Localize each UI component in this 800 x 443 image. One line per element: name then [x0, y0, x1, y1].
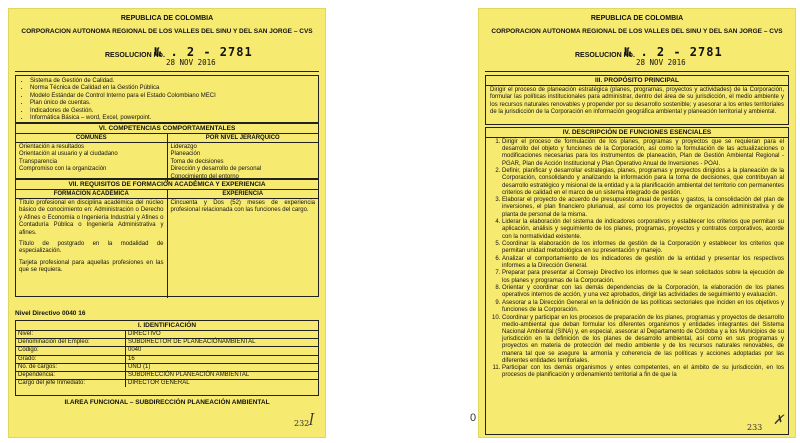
row-value: DIRECTOR GENERAL: [128, 380, 190, 387]
list-item: Compromiso con la organización: [19, 166, 107, 173]
comunes-header: COMUNES: [16, 134, 167, 143]
list-item: 11. Participar con los demás organismos y entes competentes, en el ámbito de su jurisdicción, en los procesos de planificación y ordenamiento territorial a fin de que la: [502, 365, 784, 379]
list-item: Toma de decisiones: [170, 158, 224, 165]
proposito-box: [485, 75, 789, 125]
row-key: Código:: [16, 347, 126, 354]
document-page-left: [8, 8, 326, 438]
list-item: Conocimiento del entorno: [170, 173, 239, 180]
country-heading: REPUBLICA DE COLOMBIA: [590, 15, 684, 22]
knowledge-list-box: [15, 75, 319, 123]
table-row: [16, 338, 318, 346]
list-item: 3. Elaborar el proyecto de acuerdo de presupuesto anual de rentas y gastos, la consolidación del plan de inversiones, el plan financiero plurianual, así como los proyectos de organización administrativa y de planta de personal de la misma.: [502, 197, 784, 219]
table-row: [16, 355, 318, 363]
resolution-label: RESOLUCION No.: [105, 52, 165, 59]
comunes-column: [16, 134, 167, 182]
formacion-text: Tarjeta profesional para aquellas profesiones en las que se requiera.: [19, 259, 164, 274]
requisitos-table: [15, 179, 319, 297]
organization-heading: CORPORACION AUTONOMA REGIONAL DE LOS VALLES DEL SINU Y DEL SAN JORGE – CVS: [491, 28, 783, 35]
list-item: Transparencia: [19, 158, 58, 165]
proposito-title: III. PROPÓSITO PRINCIPAL: [486, 76, 788, 86]
table-row: [16, 363, 318, 371]
list-item: • Modelo Estándar de Control Interno para el Estado Colombiano MECI: [30, 93, 318, 100]
list-item: 7. Preparar para presentar al Consejo Directivo los informes que le sean solicitados sobre la ejecución de los planes y programas de la Corporación.: [502, 270, 784, 284]
identificacion-table: [15, 320, 319, 396]
table-row: [16, 379, 318, 387]
formacion-header: FORMACIÓN ACADÉMICA: [16, 190, 167, 199]
row-value: DIRECTIVO: [128, 331, 161, 337]
resolution-date-stamp: 28 NOV 2016: [636, 58, 686, 67]
list-item: 8. Orientar y coordinar con las demás dependencias de la Corporación, la elaboración de los planes operativos internos de acción, y una vez aprobados, dirigir las actividades de seguimiento y evaluación.: [502, 285, 784, 299]
list-item: Planeación: [170, 151, 201, 158]
competencias-title: VI. COMPETENCIAS COMPORTAMENTALES: [16, 124, 318, 134]
list-item: 4. Liderar la elaboración del sistema de indicadores corporativos y establecer los criterios que permitan su aplicación, análisis y seguimiento de los planes, programas, proyectos y contratos corporativos, acorde con la normatividad existente.: [502, 219, 784, 241]
page-number-mark: 233: [747, 423, 763, 432]
identificacion-title: I. IDENTIFICACIÓN: [16, 321, 318, 331]
resolution-number-stamp: № . 2 - 2781: [154, 45, 253, 59]
header-divider: [15, 71, 319, 72]
resolution-date-stamp: 28 NOV 2016: [166, 58, 216, 67]
identificacion-rows: [16, 331, 318, 387]
experiencia-column: [167, 190, 319, 298]
nivel-jerarquico-header: POR NIVEL JERÁRQUICO: [168, 134, 319, 143]
funciones-list: [486, 138, 788, 381]
initial-signature: ✗: [773, 413, 784, 428]
header-divider: [485, 71, 789, 72]
row-value: SUBDIRECCIÓN PLANEACIÓN AMBIENTAL: [128, 372, 250, 379]
competencias-table: [15, 123, 319, 179]
row-key: No. de cargos:: [16, 364, 126, 371]
table-row: [16, 331, 318, 338]
row-key: Dependencia:: [16, 372, 126, 379]
gutter-mark: 0: [470, 412, 477, 424]
list-item: • Indicadores de Gestión.: [30, 108, 318, 115]
list-item: • Plan único de cuentas.: [30, 100, 318, 107]
nivel-jerarquico-column: [167, 134, 319, 182]
nivel-directivo-label: Nivel Directivo 0040 16: [15, 310, 86, 317]
row-key: Nivel:: [16, 331, 126, 338]
list-item: • Informática Básica – word, Excel, powerpoint.: [30, 115, 318, 122]
row-key: Cargo del jefe Inmediato:: [16, 380, 126, 387]
document-page-right: [478, 8, 796, 438]
funciones-box: [485, 127, 789, 435]
list-item: • Norma Técnica de Calidad en la Gestión Pública: [30, 85, 318, 92]
resolution-label: RESOLUCION No.: [575, 52, 635, 59]
list-item: Orientación a resultados: [19, 144, 85, 150]
resolution-number-stamp: № . 2 - 2781: [624, 45, 723, 59]
row-value: UNO (1): [128, 363, 151, 370]
formacion-text: Título de postgrado en la modalidad de especialización.: [19, 241, 164, 255]
row-key: Grado:: [16, 356, 126, 363]
list-item: Orientación al usuario y al ciudadano: [19, 151, 118, 158]
list-item: 10. Coordinar y participar en los procesos de preparación de los planes, programas y proyectos de desarrollo medio-ambiental que deban formular los diferentes organismos y entidades integrantes del Sistema Nacional Ambiental (SINA) y, en especial, asesorar al Departamento de Córdoba y a los Municipios de su jurisdicción en la definición de los planes de desarrollo ambiental, así como en sus programas y proyectos en materia de protección del medio ambiente y de los recursos naturales renovables, de manera tal que se asegure la armonía y coherencia de las políticas y acciones adoptadas por las diferentes entidades territoriales.: [502, 315, 784, 365]
list-item: 5. Coordinar la elaboración de los informes de gestión de la Corporación y establecer los criterios que permitan unidad metodológica en su presentación y manejo.: [502, 241, 784, 255]
page-number-mark: 232: [294, 419, 310, 428]
list-item: 9. Asesorar a la Dirección General en la definición de las políticas sectoriales que inciden en los objetivos y funciones de la Corporación.: [502, 300, 784, 314]
list-item: Dirección y desarrollo de personal: [170, 166, 262, 173]
row-value: SUBDIRECTOR DE PLANEACIÓNAMBIENTAL: [128, 339, 256, 346]
formacion-column: [16, 190, 167, 298]
organization-heading: CORPORACION AUTONOMA REGIONAL DE LOS VALLES DEL SINU Y DEL SAN JORGE – CVS: [21, 28, 313, 35]
requisitos-title: VII. REQUISITOS DE FORMACIÓN ACADÉMICA Y EXPERIENCIA: [16, 180, 318, 190]
list-item: 1. Dirigir el proceso de formulación de los planes, programas y proyectos que se requieran para el desarrollo del objeto y funciones de la Corporación, así como la formulación de las actualizaciones o modificaciones necesarias para los instrumentos de planeación, Plan de Gestión Ambiental Regional -PGAR, Plan de Acción Institucional y Plan Operativo Anual de Inversiones - POAI.: [502, 139, 784, 168]
country-heading: REPUBLICA DE COLOMBIA: [120, 15, 214, 22]
row-value: 16: [128, 355, 135, 362]
formacion-text: Título profesional en disciplina académica del núcleo básico de conocimiento en: Administración o Derecho y Afines o Economía o Ingeniería Industrial y Afines o Contaduría Pública o Ingeniería Administrativa y afines.: [19, 200, 164, 236]
experiencia-header: EXPERIENCIA: [168, 190, 319, 199]
area-funcional-title: II.AREA FUNCIONAL – SUBDIRECCIÓN PLANEACIÓN AMBIENTAL: [64, 399, 270, 406]
table-row: [16, 371, 318, 379]
table-row: [16, 346, 318, 354]
row-value: 0040: [128, 347, 142, 354]
row-key: Denominación del Empleo:: [16, 339, 126, 346]
knowledge-list: [16, 76, 318, 124]
funciones-title: IV. DESCRIPCIÓN DE FUNCIONES ESENCIALES: [486, 128, 788, 138]
list-item: Liderazgo: [170, 144, 197, 150]
list-item: • Sistema de Gestión de Calidad.: [30, 78, 318, 85]
list-item: 2. Definir, planificar y desarrollar estrategias, planes, programas y proyectos dirigidos a la planeación de la Corporación, consolidando y analizando la información para la toma de decisiones, que contribuyan al desarrollo estratégico y misional de la entidad y a la planificación ambiental del territorio con permanentes criterios de calidad en el marco de un sistema integrado de gestión.: [502, 168, 784, 197]
list-item: 6. Analizar el comportamiento de los indicadores de gestión de la entidad y presentar los respectivos informes a la Dirección General.: [502, 256, 784, 270]
proposito-text: Dirigir el proceso de planeación estratégica (planes, programas, proyectos y actividades) de la Corporación, formular las políticas institucionales para administrar, dentro del área de su jurisdicción, el medio ambiente y los recursos naturales renovables y propender por su desarrollo sostenible; y asesorar a los entes territoriales de la jurisdicción de la Corporación en información geográfica ambiental y planeación territorial y ambiental.: [490, 87, 784, 115]
initial-signature: ꟾ: [309, 414, 315, 429]
experiencia-text: Cincuenta y Dos (52) meses de experiencia profesional relacionada con las funciones del cargo.: [170, 200, 315, 214]
